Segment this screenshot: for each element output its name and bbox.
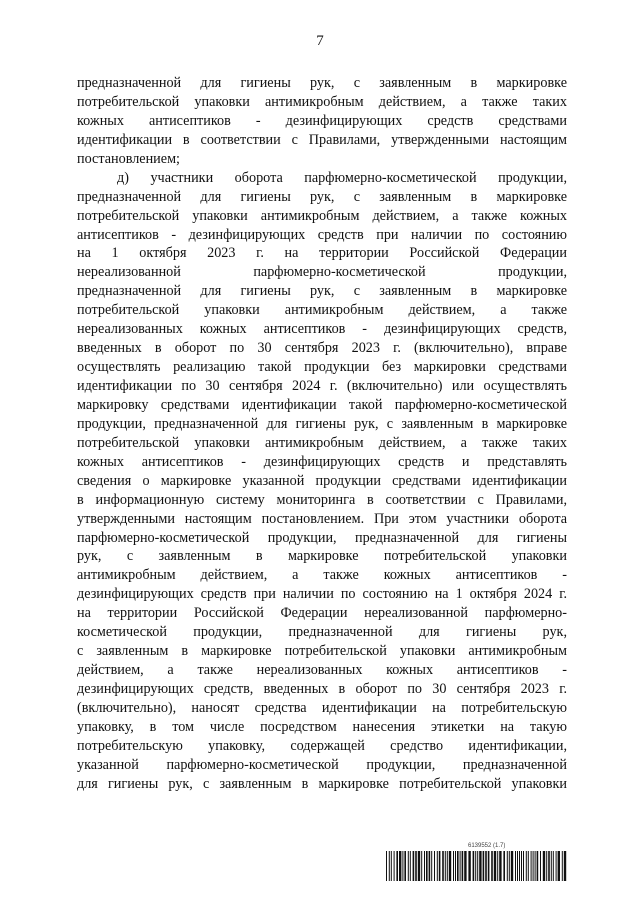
text-line: с заявленным в маркировке потребительской упаковки антимикробным [77,643,567,660]
text-line: потребительской упаковки антимикробным действием, а также [77,302,567,319]
barcode-bar [415,851,417,881]
barcode-bar [553,851,554,881]
text-line: дезинфицирующих средств при наличии по состоянию на 1 октября 2024 г. [77,586,567,603]
barcode-bar [421,851,422,881]
text-line: продукции, предназначенной для гигиены рук, с заявленным в маркировке [77,415,567,432]
text-line: осуществлять реализацию такой продукции без маркировки средствами [77,359,567,376]
barcode-bar [562,851,563,881]
barcode-bar [485,851,487,881]
barcode-bar [386,851,387,881]
text-line: идентификации в соответствии с Правилами, утвержденными настоящим [77,131,567,148]
barcode-bar [399,851,401,881]
barcode-bar [521,851,522,881]
barcode-bar [442,851,444,881]
barcode-bar [424,851,425,881]
text-line: потребительской упаковки антимикробным действием, а также таких [77,93,567,110]
barcode-bar [491,851,493,881]
text-line: упаковку, в том числе посредством нанесения этикетки на такую [77,718,567,735]
barcode-bar [434,851,435,881]
barcode-bar [455,851,456,881]
barcode-bar [523,851,524,881]
barcode-bar [499,851,501,881]
text-line: на территории Российской Федерации нереализованной парфюмерно- [77,605,567,622]
barcode-bar [537,851,539,881]
barcode-bar [531,851,532,881]
barcode-bar [396,851,398,881]
barcode-bar [488,851,490,881]
barcode-bar [453,851,454,881]
barcode-bar [404,851,406,881]
text-line: на 1 октября 2023 г. на территории Российской Федерации [77,245,567,262]
text-line: дезинфицирующих средств, введенных в оборот по 30 сентября 2023 г. [77,681,567,697]
text-line: (включительно), наносят средства идентификации на потребительскую [77,699,567,716]
barcode-bar [437,851,438,881]
barcode-bar [468,851,470,881]
text-line: утвержденными настоящим постановлением. При этом участники оборота [77,510,567,527]
barcode-bar [475,851,476,881]
barcode-bar [429,851,431,881]
barcode-bar [509,851,510,881]
text-line: нереализованных кожных антисептиков - дезинфицирующих средств, [77,321,567,338]
barcode-bar [503,851,505,881]
barcode-bar [564,851,566,881]
barcode-bar [408,851,409,881]
text-line: в информационную систему мониторинга в соответствии с Правилами, [77,491,567,508]
barcode-bar [515,851,516,881]
barcode-bar [507,851,508,881]
barcode-bar [439,851,441,881]
text-line: действием, а также нереализованных кожных антисептиков - [77,662,567,679]
text-line: кожных антисептиков - дезинфицирующих средств средствами [77,112,567,129]
barcode-bar [431,851,432,881]
barcode-bar [551,851,552,881]
barcode-bar [497,851,498,881]
document-code: 6139552 (1.7) [468,843,506,849]
barcode-bar [391,851,392,881]
text-line: предназначенной для гигиены рук, с заявленным в маркировке [77,188,567,205]
barcode-bar [394,851,395,881]
text-line: антисептиков - дезинфицирующих средств при наличии по состоянию [77,226,567,243]
text-line: д) участники оборота парфюмерно-косметической продукции, [117,169,567,186]
barcode [386,851,568,881]
text-line: рук, с заявленным в маркировке потребительской упаковки [77,548,567,565]
text-line: косметической продукции, предназначенной для гигиены рук, [77,624,567,641]
text-line: маркировку средствами идентификации такой парфюмерно-косметической [77,396,567,413]
text-line: кожных антисептиков - дезинфицирующих средств и представлять [77,453,567,470]
text-line: для гигиены рук, с заявленным в маркировке потребительской упаковки [77,775,567,792]
text-line: введенных в оборот по 30 сентября 2023 г. (включительно), вправе [77,340,567,357]
text-line: предназначенной для гигиены рук, с заявленным в маркировке [77,283,567,300]
text-line: идентификации по 30 сентября 2024 г. (включительно) или осуществлять [77,378,567,394]
barcode-bar [533,851,534,881]
text-line: сведения о маркировке указанной продукции средствами идентификации [77,472,567,489]
barcode-bar [426,851,428,881]
barcode-bar [511,851,513,881]
barcode-bar [546,851,547,881]
barcode-bar [519,851,520,881]
text-line: антимикробным действием, а также кожных антисептиков - [77,567,567,584]
barcode-bar [535,851,536,881]
text-line: потребительской упаковки антимикробным действием, а также кожных [77,207,567,224]
barcode-bar [558,851,560,881]
barcode-bar [464,851,466,881]
barcode-bar [479,851,481,881]
barcode-bar [389,851,390,881]
barcode-bar [517,851,518,881]
page-number: 7 [316,33,324,49]
text-line: постановлением; [77,150,180,167]
barcode-bar [556,851,557,881]
text-line: предназначенной для гигиены рук, с заявленным в маркировке [77,75,567,91]
barcode-bar [460,851,461,881]
text-line: потребительскую упаковку, содержащей средство идентификации, [77,737,567,754]
document-body [77,74,567,794]
text-line: парфюмерно-косметической продукции, предназначенной для гигиены [77,529,567,546]
barcode-bar [410,851,411,881]
barcode-bar [447,851,448,881]
barcode-bar [413,851,415,881]
barcode-bar [449,851,451,881]
barcode-bar [473,851,475,881]
barcode-bar [528,851,529,881]
barcode-bar [457,851,459,881]
barcode-bar [543,851,545,881]
text-line: указанной парфюмерно-косметической продукции, предназначенной [77,756,567,773]
barcode-bar [477,851,478,881]
barcode-bar [540,851,541,881]
barcode-bar [483,851,485,881]
barcode-bar [494,851,496,881]
barcode-bar [526,851,527,881]
barcode-bar [402,851,403,881]
barcode-bar [445,851,446,881]
barcode-bar [548,851,550,881]
text-line: нереализованной парфюмерно-косметической продукции, [77,264,567,281]
barcode-bar [462,851,464,881]
barcode-bar [418,851,420,881]
text-line: потребительской упаковки антимикробным действием, а также таких [77,434,567,451]
